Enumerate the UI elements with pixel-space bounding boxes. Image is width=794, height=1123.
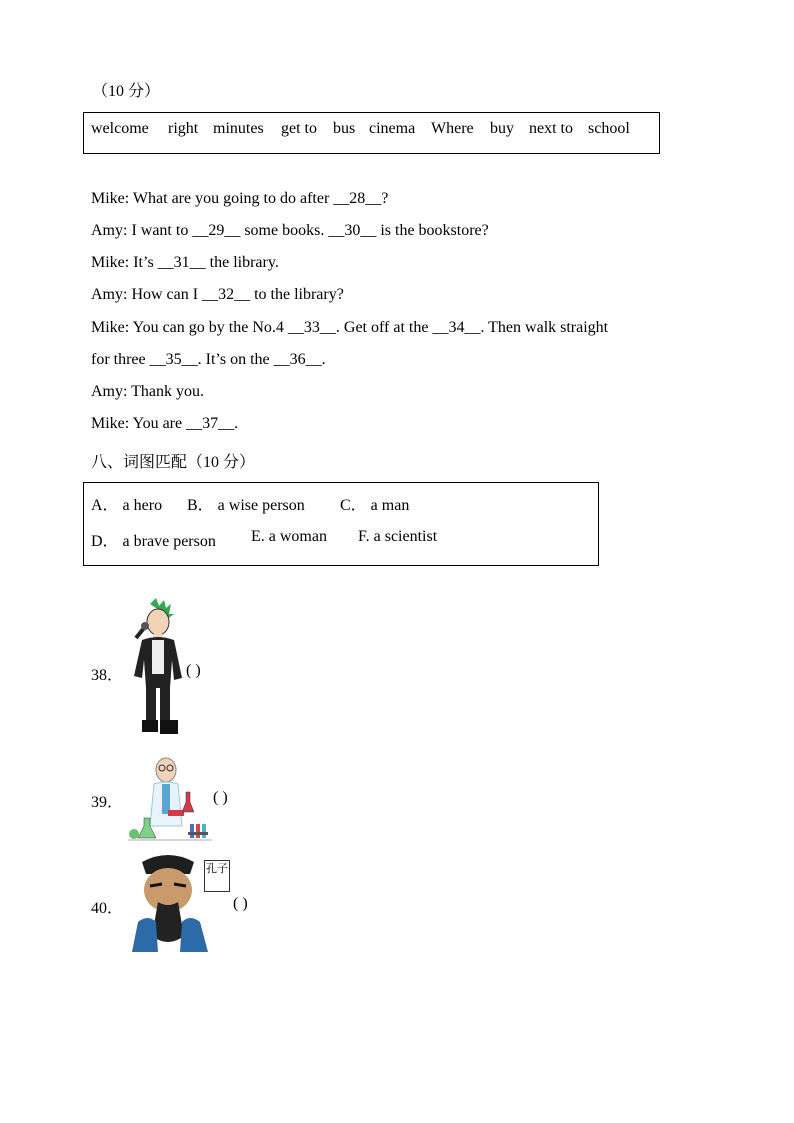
choice-option: B． a wise person — [187, 497, 305, 514]
answer-parentheses[interactable]: ( ) — [213, 789, 228, 806]
section-score: （10 分） — [92, 83, 161, 100]
word-bank-item: cinema — [369, 120, 416, 137]
question-number: 39． — [91, 794, 124, 811]
question-number: 40． — [91, 900, 124, 917]
confucius-portrait-icon — [128, 852, 212, 952]
question-number: 38． — [91, 667, 124, 684]
dialogue-line: Mike: You can go by the No.4 __33__. Get off at the __34__. Then walk straight — [91, 319, 609, 336]
answer-parentheses[interactable]: ( ) — [186, 662, 201, 679]
dialogue-line: Amy: How can I __32__ to the library? — [91, 286, 344, 303]
answer-parentheses[interactable]: ( ) — [233, 895, 248, 912]
choice-option: E. a woman — [251, 528, 327, 545]
word-bank-item: school — [588, 120, 630, 137]
name-sign: 孔子 — [204, 860, 230, 892]
word-bank-item: bus — [333, 120, 356, 137]
choice-option: D． a brave person — [91, 533, 216, 550]
word-bank-item: get to — [281, 120, 317, 137]
word-bank-item: welcome — [91, 120, 149, 137]
dialogue-line: Amy: Thank you. — [91, 383, 205, 400]
word-bank-item: Where — [431, 120, 474, 137]
dialogue-line: Mike: It’s __31__ the library. — [91, 254, 279, 271]
choice-box — [83, 482, 599, 566]
choice-option: F. a scientist — [358, 528, 438, 545]
scientist-in-lab-icon — [128, 756, 212, 842]
choice-option: C． a man — [340, 497, 410, 514]
section-title: 八、词图匹配（10 分） — [91, 454, 256, 471]
word-bank-item: buy — [490, 120, 514, 137]
word-bank-item: minutes — [213, 120, 264, 137]
word-bank-box — [83, 112, 660, 154]
dialogue-line: Mike: What are you going to do after __28__? — [91, 190, 389, 207]
word-bank-item: right — [168, 120, 199, 137]
dialogue-line: for three __35__. It’s on the __36__. — [91, 351, 326, 368]
dialogue-line: Mike: You are __37__. — [91, 415, 239, 432]
word-bank-item: next to — [529, 120, 573, 137]
choice-option: A． a hero — [91, 497, 163, 514]
singer-with-microphone-icon — [126, 598, 188, 740]
dialogue-line: Amy: I want to __29__ some books. __30__ is the bookstore? — [91, 222, 489, 239]
